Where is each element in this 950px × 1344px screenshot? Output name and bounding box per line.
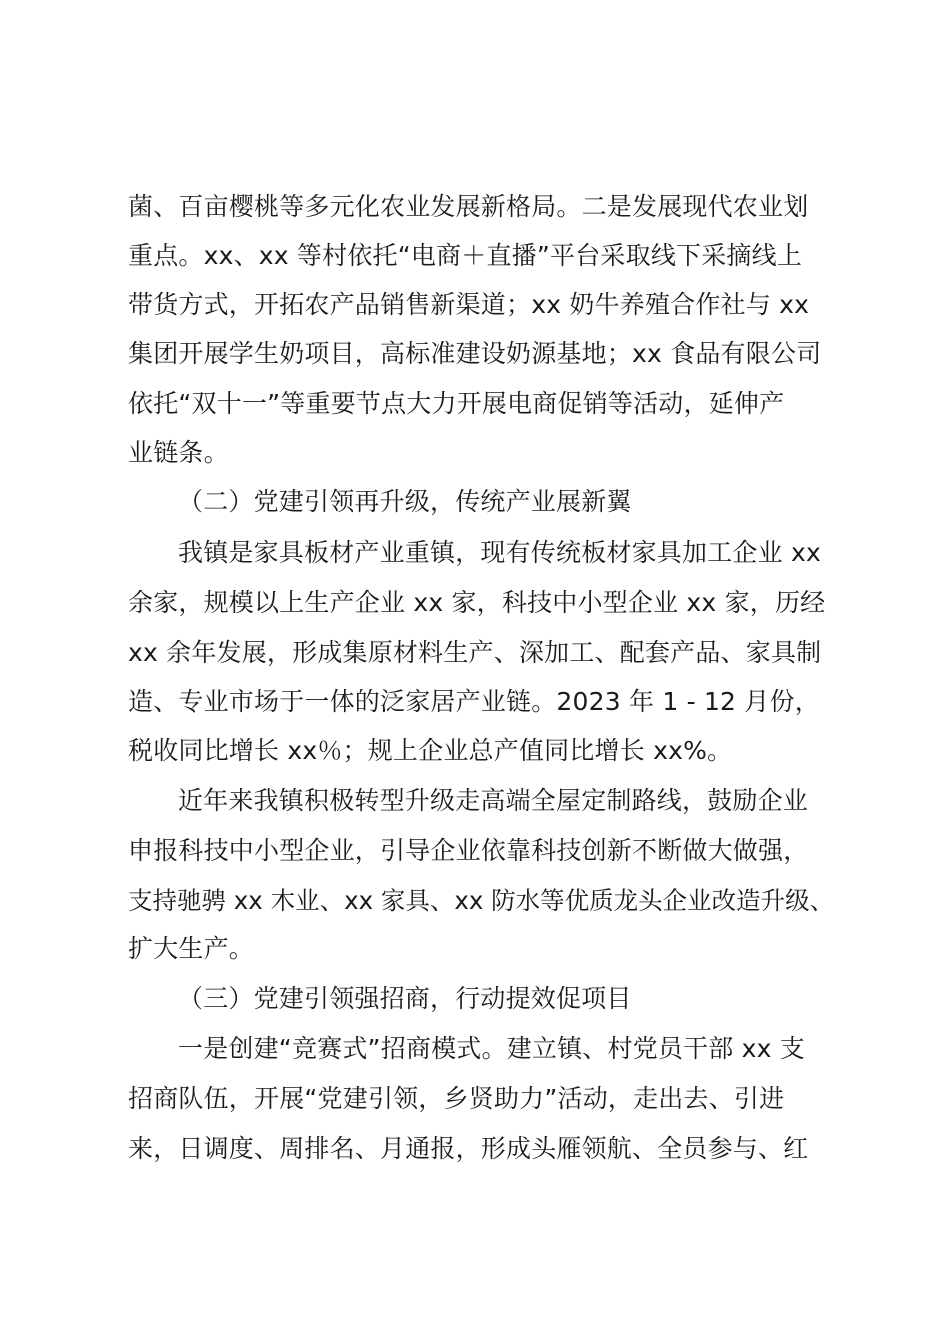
text-line: 一是创建“竞赛式”招商模式。建立镇、村党员干部 xx 支: [178, 1034, 805, 1063]
text-line: 扩大生产。: [128, 934, 255, 963]
text-line: 集团开展学生奶项目，高标准建设奶源基地；xx 食品有限公司: [128, 339, 822, 368]
text-line: 依托“双十一”等重要节点大力开展电商促销等活动，延伸产: [128, 389, 785, 418]
text-line: 税收同比增长 xx％；规上企业总产值同比增长 xx%。: [128, 736, 733, 765]
text-line: 重点。xx、xx 等村依托“电商＋直播”平台采取线下采摘线上: [128, 241, 803, 270]
text-line: 余家，规模以上生产企业 xx 家，科技中小型企业 xx 家，历经: [128, 588, 826, 617]
text-line: 支持驰骋 xx 木业、xx 家具、xx 防水等优质龙头企业改造升级、: [128, 886, 835, 915]
text-line: 菌、百亩樱桃等多元化农业发展新格局。二是发展现代农业划: [128, 192, 809, 221]
text-line: 造、专业市场于一体的泛家居产业链。2023 年 1 - 12 月份，: [128, 687, 820, 716]
text-line: 近年来我镇积极转型升级走高端全屋定制路线，鼓励企业: [178, 786, 809, 815]
text-line: 业链条。: [128, 438, 229, 467]
text-line: 来，日调度、周排名、月通报，形成头雁领航、全员参与、红: [128, 1134, 809, 1163]
text-line: xx 余年发展，形成集原材料生产、深加工、配套产品、家具制: [128, 638, 822, 667]
section-heading: （二）党建引领再升级，传统产业展新翼: [178, 487, 632, 516]
section-heading: （三）党建引领强招商，行动提效促项目: [178, 984, 632, 1013]
text-line: 申报科技中小型企业，引导企业依靠科技创新不断做大做强，: [128, 836, 809, 865]
text-line: 带货方式，开拓农产品销售新渠道；xx 奶牛养殖合作社与 xx: [128, 290, 810, 319]
text-line: 我镇是家具板材产业重镇，现有传统板材家具加工企业 xx: [178, 538, 821, 567]
text-line: 招商队伍，开展“党建引领，乡贤助力”活动，走出去、引进: [128, 1084, 785, 1113]
